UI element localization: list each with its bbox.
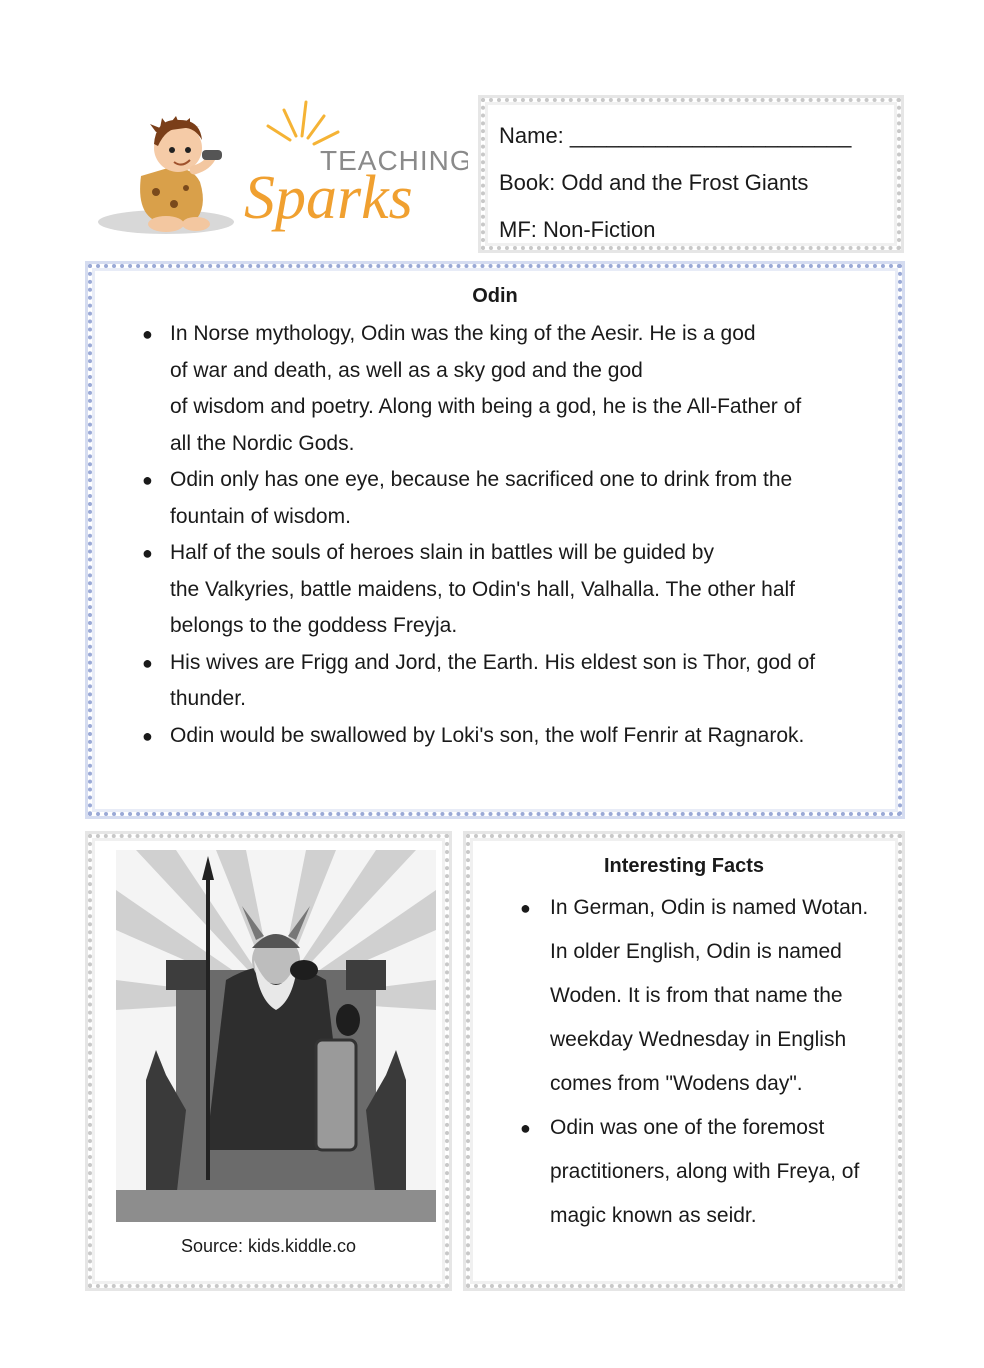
list-item: ● In German, Odin is named Wotan. In older English, Odin is named Woden. It is from that name the weekday Wednesday in English comes from "Wodens day". bbox=[480, 886, 888, 1106]
logo-sparks-text: Sparks bbox=[244, 164, 413, 232]
teaching-sparks-logo bbox=[96, 96, 468, 246]
interesting-facts-title: Interesting Facts bbox=[603, 855, 765, 877]
list-item: ● His wives are Frigg and Jord, the Earth. His eldest son is Thor, god of thunder. bbox=[106, 645, 884, 718]
mf-type: MF: Non-Fiction bbox=[499, 217, 656, 242]
name-field[interactable]: Name: _______________________ bbox=[499, 123, 852, 148]
book-title: Book: Odd and the Frost Giants bbox=[499, 170, 809, 195]
bullet-icon: ● bbox=[142, 725, 153, 746]
interesting-facts-list bbox=[480, 886, 888, 1238]
image-source-caption: Source: kids.kiddle.co bbox=[180, 1236, 357, 1256]
odin-facts-list bbox=[106, 316, 884, 754]
list-item: ● Odin was one of the foremost practitioners, along with Freya, of magic known as seidr. bbox=[480, 1106, 888, 1238]
student-info-box bbox=[481, 98, 901, 250]
bullet-icon: ● bbox=[520, 898, 531, 918]
caveman-mascot-icon bbox=[96, 96, 468, 246]
bullet-icon: ● bbox=[142, 543, 153, 563]
odin-engraving-icon bbox=[116, 850, 436, 1222]
list-item: ● In Norse mythology, Odin was the king of the Aesir. He is a god of war and death, as well as a sky god and the god of wisdom and poetry. Along with being a god, he is the All-Father of all the Nordic Gods. bbox=[106, 316, 884, 462]
list-item: ● Odin only has one eye, because he sacrificed one to drink from the fountain of wisdom. bbox=[106, 462, 884, 535]
list-item: ● Half of the souls of heroes slain in battles will be guided by the Valkyries, battle maidens, to Odin's hall, Valhalla. The other half belongs to the goddess Freyja. bbox=[106, 535, 884, 645]
odin-image-box bbox=[88, 834, 449, 1288]
bullet-icon: ● bbox=[142, 470, 153, 490]
odin-info-box bbox=[88, 264, 902, 816]
bullet-icon: ● bbox=[520, 1118, 531, 1138]
logo-teaching-text: TEACHING bbox=[320, 145, 468, 176]
interesting-facts-box bbox=[466, 834, 902, 1288]
odin-title: Odin bbox=[472, 285, 518, 307]
list-item: ● Odin would be swallowed by Loki's son, the wolf Fenrir at Ragnarok. bbox=[106, 718, 884, 755]
bullet-icon: ● bbox=[142, 652, 153, 673]
bullet-icon: ● bbox=[142, 324, 153, 344]
